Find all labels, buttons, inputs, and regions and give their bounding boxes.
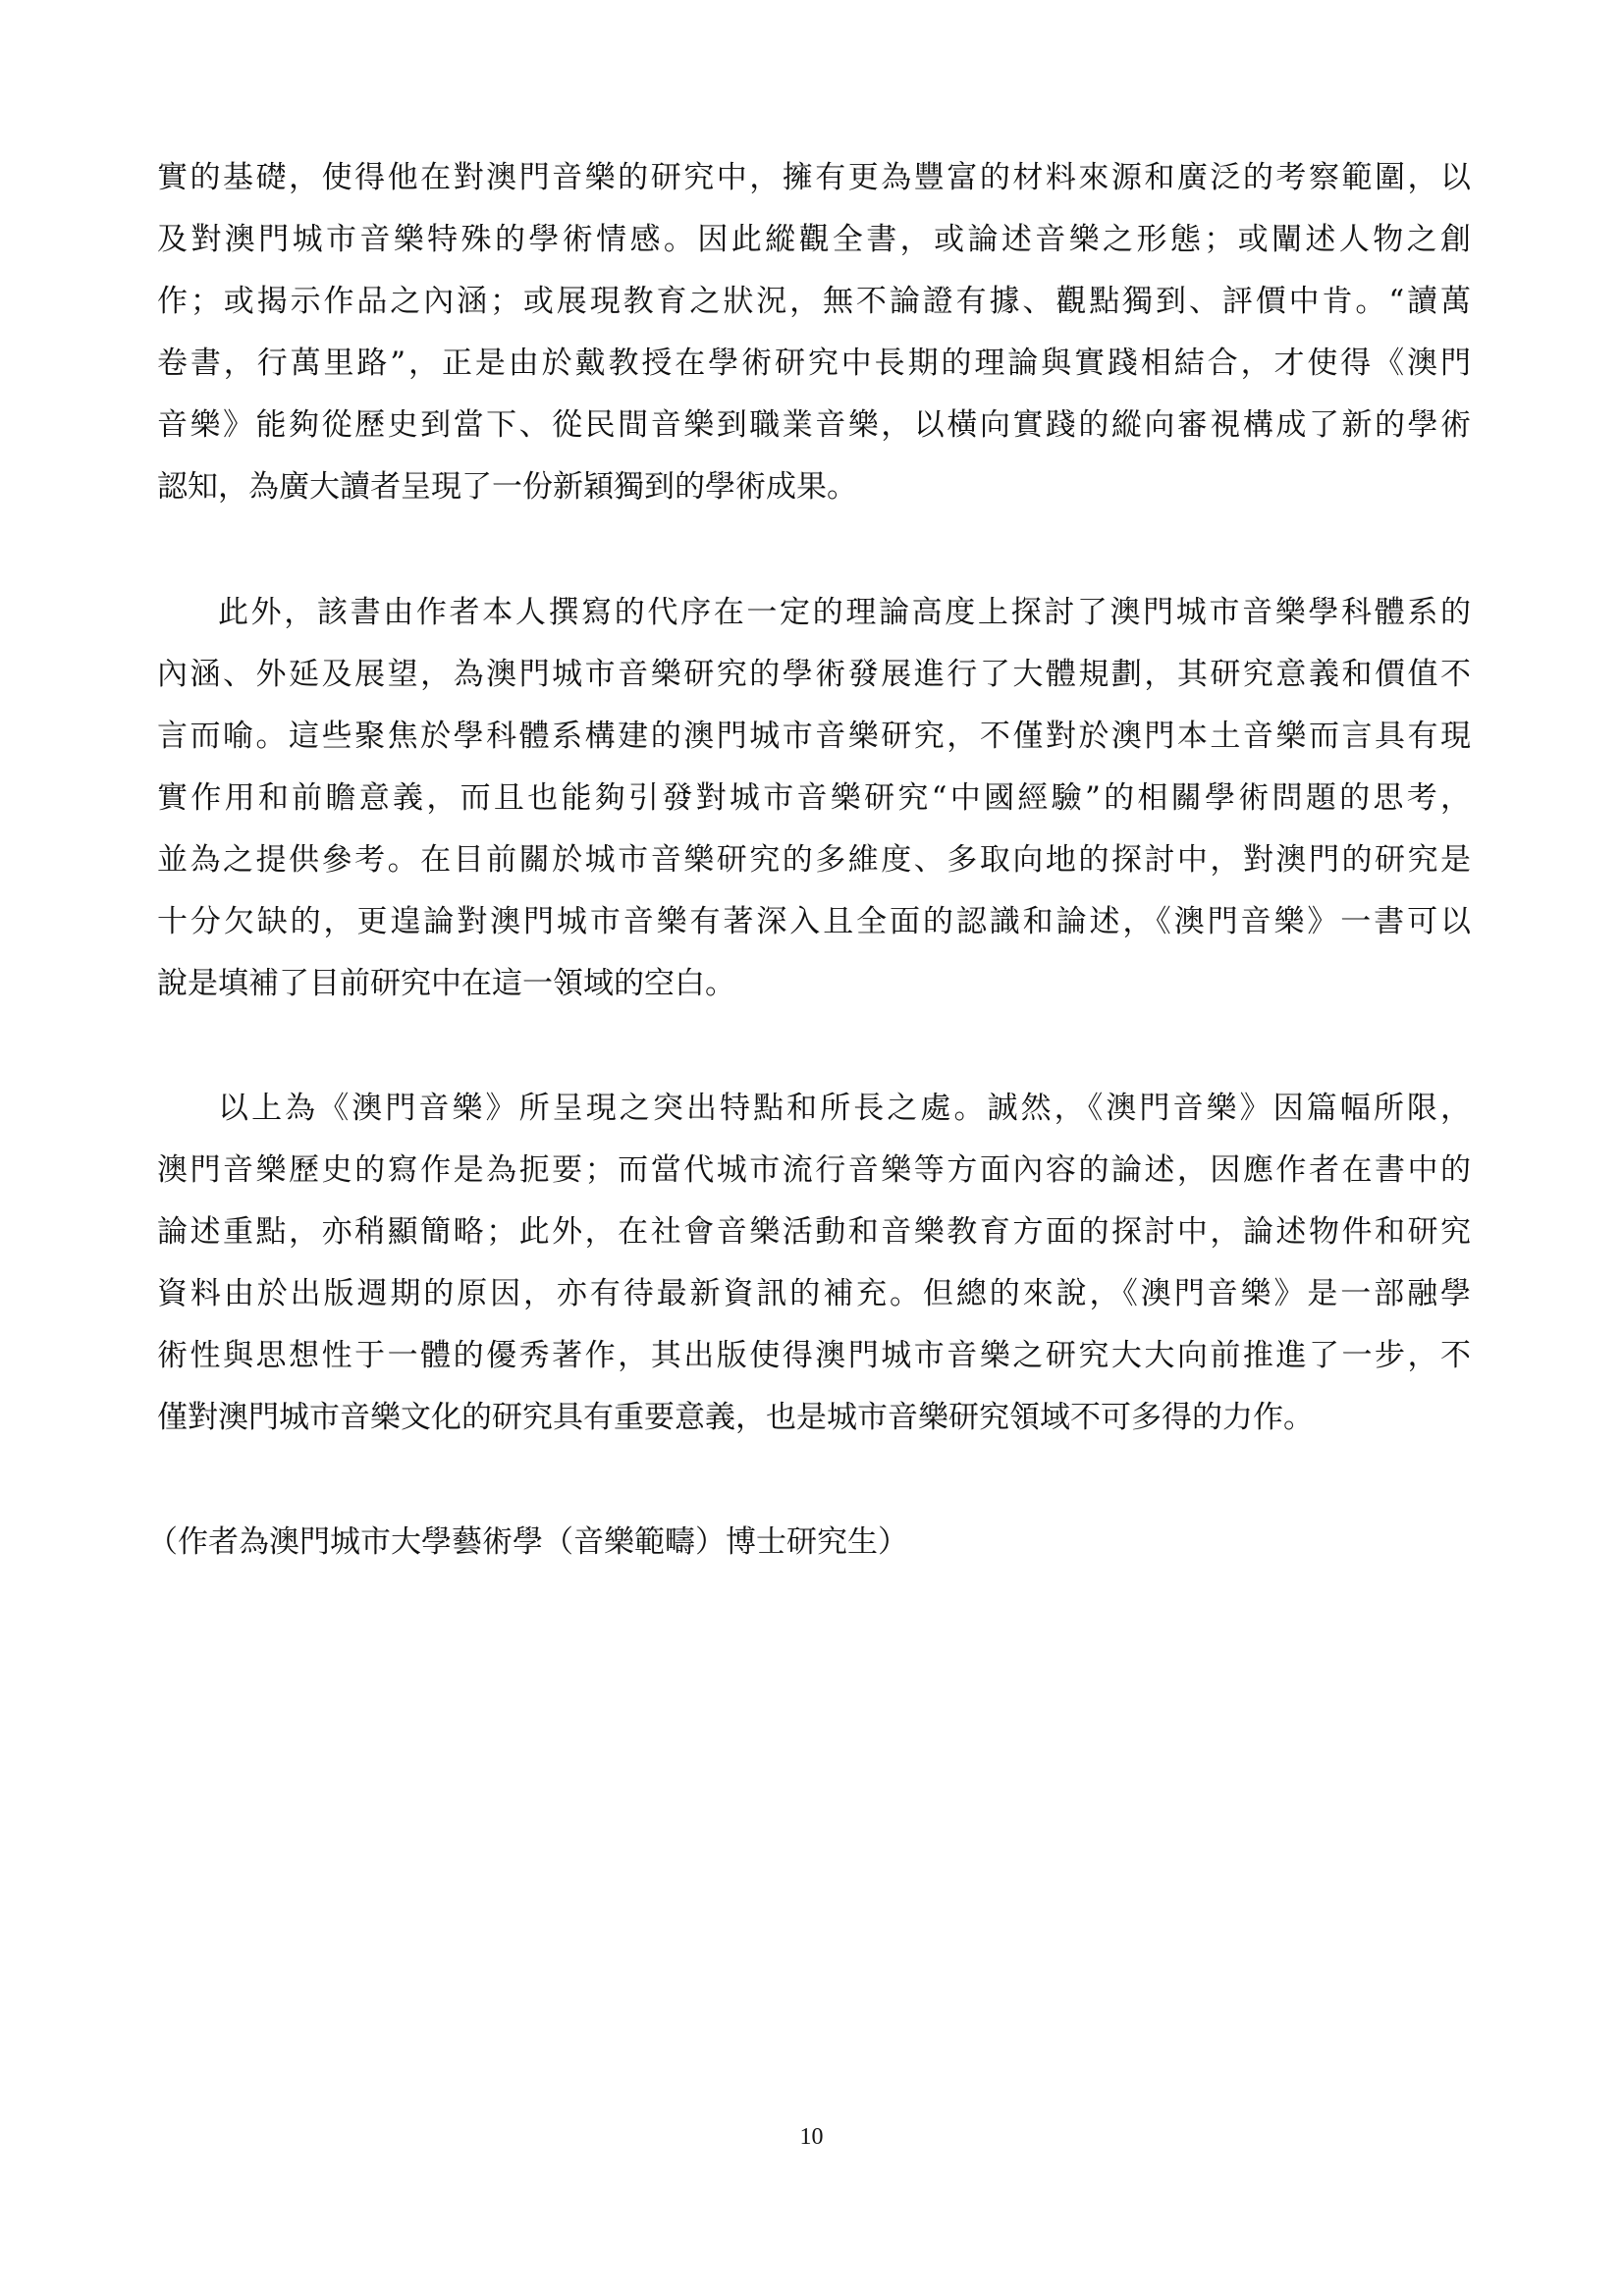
paragraph-line: 僅對澳門城市音樂文化的研究具有重要意義，也是城市音樂研究領域不可多得的力作。 (157, 1400, 1314, 1435)
page-number: 10 (799, 2124, 824, 2150)
paragraph-line: 及對澳門城市音樂特殊的學術情感。因此縱觀全書，或論述音樂之形態；或闡述人物之創 (157, 222, 1471, 257)
paragraph-line: 術性與思想性于一體的優秀著作，其出版使得澳門城市音樂之研究大大向前推進了一步，不 (157, 1338, 1471, 1373)
paragraph-line: 資料由於出版週期的原因，亦有待最新資訊的補充。但總的來說，《澳門音樂》是一部融學 (157, 1276, 1471, 1311)
paragraph-line: 實的基礎，使得他在對澳門音樂的研究中，擁有更為豐富的材料來源和廣泛的考察範圍，以 (157, 160, 1471, 195)
paragraph-line: 以上為《澳門音樂》所呈現之突出特點和所長之處。誠然，《澳門音樂》因篇幅所限， (218, 1091, 1471, 1126)
author-note: （作者為澳門城市大學藝術學（音樂範疇）博士研究生） (147, 1524, 908, 1560)
paragraph-line: 言而喻。這些聚焦於學科體系構建的澳門城市音樂研究，不僅對於澳門本土音樂而言具有現 (157, 719, 1471, 754)
paragraph-line: 論述重點，亦稍顯簡略；此外，在社會音樂活動和音樂教育方面的探討中，論述物件和研究 (157, 1214, 1471, 1250)
paragraph-3 (157, 1078, 1471, 1449)
paragraph-line: 音樂》能夠從歷史到當下、從民間音樂到職業音樂，以橫向實踐的縱向審視構成了新的學術 (157, 407, 1471, 443)
paragraph-line: 澳門音樂歷史的寫作是為扼要；而當代城市流行音樂等方面內容的論述，因應作者在書中的 (157, 1152, 1471, 1188)
paragraph-line: 卷書，行萬里路”，正是由於戴教授在學術研究中長期的理論與實踐相結合，才使得《澳門 (157, 346, 1471, 381)
paragraph-line: 十分欠缺的，更遑論對澳門城市音樂有著深入且全面的認識和論述，《澳門音樂》一書可以 (157, 904, 1471, 939)
paragraph-line: 內涵、外延及展望，為澳門城市音樂研究的學術發展進行了大體規劃，其研究意義和價值不 (157, 657, 1471, 692)
paragraph-line: 說是填補了目前研究中在這一領域的空白。 (157, 966, 735, 1001)
paragraph-1 (157, 147, 1471, 518)
paragraph-2 (157, 582, 1471, 1015)
paragraph-line: 作；或揭示作品之內涵；或展現教育之狀況，無不論證有據、觀點獨到、評價中肯。“讀萬 (157, 284, 1471, 319)
paragraph-line: 並為之提供參考。在目前關於城市音樂研究的多維度、多取向地的探討中，對澳門的研究是 (157, 842, 1471, 878)
paragraph-line: 認知，為廣大讀者呈現了一份新穎獨到的學術成果。 (157, 469, 857, 505)
paragraph-line: 實作用和前瞻意義，而且也能夠引發對城市音樂研究“中國經驗”的相關學術問題的思考， (157, 780, 1471, 816)
paragraph-line: 此外，該書由作者本人撰寫的代序在一定的理論高度上探討了澳門城市音樂學科體系的 (218, 595, 1471, 630)
